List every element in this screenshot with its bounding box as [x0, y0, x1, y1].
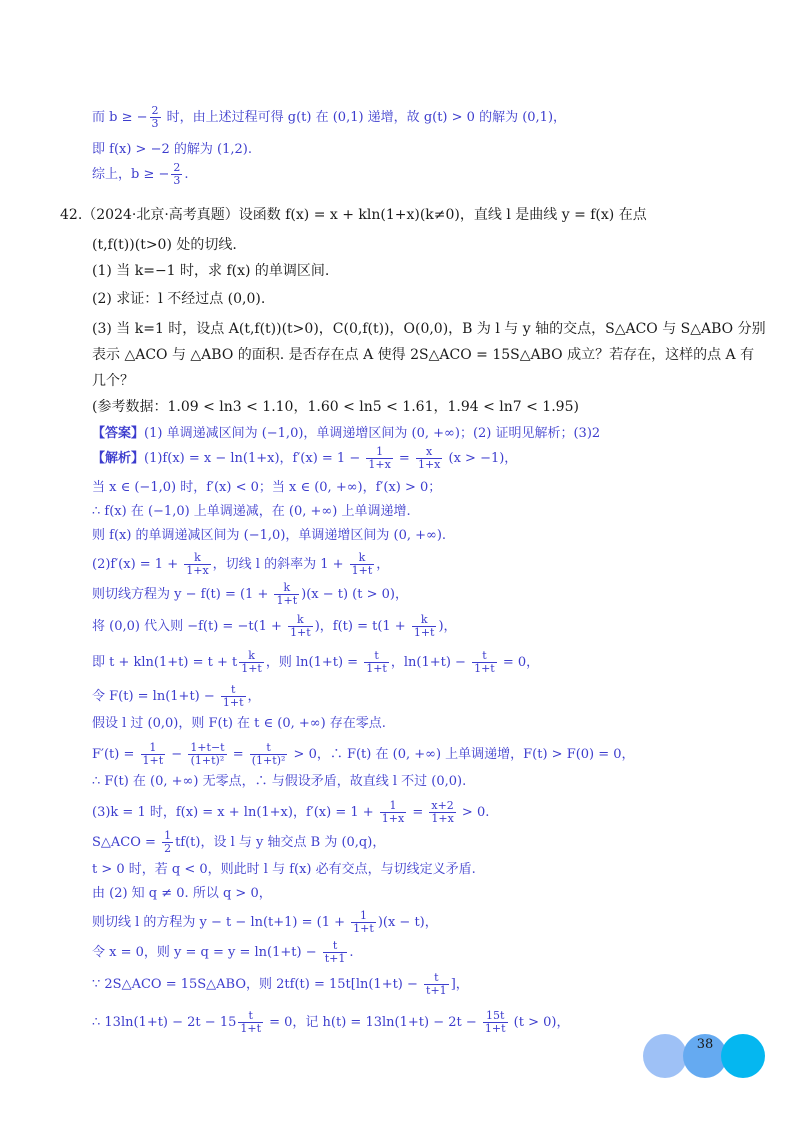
fraction [380, 800, 406, 825]
fraction-denominator: 1+x [368, 458, 391, 471]
text-run: ∴ f(x) 在 (−1,0) 上单调递减，在 (0, +∞) 上单调递增. [92, 504, 411, 519]
fraction [250, 742, 288, 767]
solution-line [92, 910, 438, 935]
text-run: 由 (2) 知 q ≠ 0. 所以 q > 0， [92, 886, 272, 901]
text-run: ，则 ln(1+t) = [265, 655, 363, 670]
solution-line [92, 684, 261, 709]
text-run: (1)f(x) = x − ln(1+x)，f′(x) = 1 − [144, 451, 365, 466]
text-run: = [228, 747, 248, 762]
solution-line [92, 422, 600, 441]
fraction [238, 1010, 263, 1035]
page-badge-right [721, 1034, 765, 1078]
fraction [150, 105, 161, 130]
question-line [60, 204, 647, 224]
text-run: ∴ 13ln(1+t) − 2t − 15 [92, 1015, 237, 1030]
solution-line [92, 500, 411, 519]
text-run: = 0， [498, 655, 540, 670]
text-run: . [184, 167, 189, 182]
fraction-denominator: 1+t [351, 564, 373, 577]
fraction-denominator: 1+x [417, 458, 441, 471]
text-run: ， [376, 557, 390, 572]
text-run: . [349, 945, 354, 960]
fraction [184, 552, 210, 577]
text-run: > 0. [457, 805, 490, 820]
solution-line [92, 1010, 569, 1035]
text-run: 42.（2024·北京·高考真题）设函数 f(x) = x + kln(1+x)(k≠0)，直线 l 是曲线 y = f(x) 在点 [60, 207, 647, 223]
fraction-denominator: 1+x [186, 564, 209, 577]
question-line [92, 318, 766, 338]
fraction-numerator: 1 [141, 742, 166, 755]
solution-line [92, 940, 354, 965]
solution-line [92, 830, 385, 855]
fraction [288, 614, 313, 639]
solution-line [92, 800, 489, 825]
fraction-denominator: t+1 [324, 952, 346, 965]
fraction-numerator: 1 [164, 829, 172, 842]
text-run: 即 t + kln(1+t) = t + t [92, 655, 238, 670]
fraction-numerator: k [350, 552, 375, 565]
text-run: (2) 求证：l 不经过点 (0,0). [92, 291, 266, 307]
text-run: 则 f(x) 的单调递减区间为 (−1,0)，单调递增区间为 (0, +∞). [92, 528, 447, 543]
text-run: ， [247, 689, 261, 704]
text-run: tf(t)，设 l 与 y 轴交点 B 为 (0,q)， [175, 835, 386, 850]
page-badge-left [643, 1034, 687, 1078]
question-line [92, 370, 134, 390]
fraction-numerator: 1 [366, 446, 392, 459]
text-run: 当 x ∈ (−1,0) 时，f′(x) < 0；当 x ∈ (0, +∞)，f′(x) > 0； [92, 480, 442, 495]
text-run: ，切线 l 的斜率为 1 + [212, 557, 348, 572]
text-run: ，ln(1+t) − [390, 655, 471, 670]
fraction-denominator: 1+t [290, 626, 311, 639]
solution-line [92, 162, 189, 187]
fraction-denominator: 1+t [353, 922, 374, 935]
fraction [412, 614, 437, 639]
fraction [221, 684, 246, 709]
solution-line [92, 858, 476, 877]
fraction [350, 552, 375, 577]
fraction-numerator: t [424, 972, 449, 985]
text-run: (参考数据：1.09 < ln3 < 1.10，1.60 < ln5 < 1.61，1.94 < ln7 < 1.95) [92, 399, 579, 415]
text-run: = [394, 451, 414, 466]
fraction-denominator: 1+t [474, 662, 495, 675]
fraction [162, 830, 173, 855]
fraction-numerator: k [274, 582, 299, 595]
text-run: ∵ 2S△ACO = 15S△ABO，则 2tf(t) = 15t[ln(1+t) − [92, 977, 423, 992]
solution-line [92, 614, 457, 639]
fraction-denominator: t+1 [426, 984, 447, 997]
fraction [239, 650, 264, 675]
fraction-numerator: t [364, 650, 389, 663]
fraction-numerator: k [239, 650, 264, 663]
fraction-numerator: 2 [173, 161, 181, 174]
text-run: 时，由上述过程可得 g(t) 在 (0,1) 递增，故 g(t) > 0 的解为 (0,1)， [162, 110, 567, 125]
solution-line [92, 446, 517, 471]
fraction-numerator: t [250, 742, 288, 755]
text-run: 表示 △ACO 与 △ABO 的面积. 是否存在点 A 使得 2S△ACO = 15S△ABO 成立？若存在，这样的点 A 有 [92, 347, 755, 363]
solution-line [92, 138, 252, 157]
fraction [323, 940, 348, 965]
section-tag: 【答案】 [92, 426, 145, 441]
text-run: (3)k = 1 时，f(x) = x + ln(1+x)，f′(x) = 1 + [92, 805, 378, 820]
text-run: − [167, 747, 187, 762]
solution-line [92, 972, 469, 997]
fraction [364, 650, 389, 675]
fraction-denominator: 1+t [142, 754, 164, 767]
fraction-denominator: 1+t [366, 662, 387, 675]
fraction-numerator: 2 [151, 104, 159, 117]
text-run: )，f(t) = t(1 + [314, 619, 410, 634]
fraction [188, 742, 226, 767]
text-run: )(x − t)， [377, 915, 438, 930]
solution-line [92, 524, 446, 543]
solution-line [92, 650, 539, 675]
fraction-numerator: x [416, 446, 442, 459]
question-line [92, 234, 237, 254]
solution-line [92, 582, 408, 607]
text-run: (1) 单调递减区间为 (−1,0)，单调递增区间为 (0, +∞)；(2) 证明见解析；(3)2 [144, 426, 601, 441]
fraction [171, 162, 182, 187]
fraction-numerator: t [472, 650, 497, 663]
question-line [92, 396, 579, 416]
text-run: 综上，b ≥ − [92, 167, 170, 182]
fraction-denominator: 1+t [413, 626, 435, 639]
text-run: F′(t) = [92, 747, 139, 762]
text-run: 假设 l 过 (0,0)，则 F(t) 在 t ∈ (0, +∞) 存在零点. [92, 716, 386, 731]
text-run: 则切线 l 的方程为 y − t − ln(t+1) = (1 + [92, 915, 350, 930]
fraction-denominator: 1+x [431, 812, 454, 825]
question-line [92, 288, 265, 308]
text-run: (1) 当 k=−1 时，求 f(x) 的单调区间. [92, 263, 330, 279]
fraction-numerator: k [184, 552, 210, 565]
section-tag: 【解析】 [92, 451, 145, 466]
text-run: (t > 0)， [509, 1015, 570, 1030]
fraction-numerator: t [323, 940, 348, 953]
text-run: t > 0 时，若 q < 0，则此时 l 与 f(x) 必有交点，与切线定义矛盾. [92, 862, 476, 877]
text-run: > 0，∴ F(t) 在 (0, +∞) 上单调递增，F(t) > F(0) = 0， [289, 747, 635, 762]
solution-line [92, 712, 386, 731]
fraction [366, 446, 392, 471]
text-run: ∴ F(t) 在 (0, +∞) 无零点，∴ 与假设矛盾，故直线 l 不过 (0,0). [92, 774, 467, 789]
fraction-numerator: 1+t−t [190, 741, 225, 754]
text-run: 则切线方程为 y − f(t) = (1 + [92, 587, 273, 602]
solution-line [92, 552, 389, 577]
fraction-denominator: 1+x [381, 812, 405, 825]
text-run: = 0，记 h(t) = 13ln(1+t) − 2t − [265, 1015, 481, 1030]
text-run: (2)f′(x) = 1 + [92, 557, 183, 572]
text-run: = [408, 805, 428, 820]
question-line [92, 344, 754, 364]
fraction-denominator: (1+t)² [190, 754, 225, 767]
fraction-numerator: t [221, 684, 246, 697]
fraction [351, 910, 376, 935]
solution-line [92, 476, 441, 495]
fraction-numerator: k [288, 614, 313, 627]
text-run: 将 (0,0) 代入则 −f(t) = −t(1 + [92, 619, 287, 634]
text-run: )(x − t) (t > 0)， [301, 587, 408, 602]
solution-line [92, 882, 272, 901]
fraction-denominator: 1+t [484, 1022, 506, 1035]
page-number: 38 [696, 1037, 714, 1052]
fraction-numerator: 15t [483, 1010, 508, 1023]
fraction [483, 1010, 508, 1035]
text-run: 几个？ [92, 373, 134, 389]
fraction [141, 742, 166, 767]
fraction [424, 972, 449, 997]
fraction-numerator: t [238, 1010, 263, 1023]
text-run: (t,f(t))(t>0) 处的切线. [92, 237, 237, 253]
fraction-denominator: 3 [173, 174, 181, 187]
text-run: 而 b ≥ − [92, 110, 148, 125]
fraction-numerator: k [412, 614, 437, 627]
text-run: 令 F(t) = ln(1+t) − [92, 689, 219, 704]
fraction-denominator: (1+t)² [251, 754, 286, 767]
text-run: 令 x = 0，则 y = q = y = ln(1+t) − [92, 945, 321, 960]
fraction-denominator: 1+t [276, 594, 298, 607]
fraction-denominator: 1+t [241, 662, 262, 675]
question-line [92, 260, 329, 280]
fraction [416, 446, 442, 471]
fraction-denominator: 1+t [240, 1022, 261, 1035]
fraction-denominator: 2 [164, 842, 172, 855]
fraction-denominator: 1+t [222, 696, 244, 709]
fraction-numerator: x+2 [431, 799, 454, 812]
text-run: (x > −1)， [444, 451, 518, 466]
fraction-numerator: 1 [351, 910, 376, 923]
fraction [472, 650, 497, 675]
solution-line [92, 770, 466, 789]
solution-line [92, 742, 635, 767]
solution-line [92, 105, 566, 130]
text-run: ]， [450, 977, 469, 992]
fraction-numerator: 1 [380, 800, 406, 813]
text-run: S△ACO = [92, 835, 161, 850]
text-run: )， [438, 619, 457, 634]
fraction [274, 582, 299, 607]
text-run: (3) 当 k=1 时，设点 A(t,f(t))(t>0)，C(0,f(t))，O(0,0)，B 为 l 与 y 轴的交点，S△ACO 与 S△ABO 分别 [92, 321, 766, 337]
fraction [429, 800, 455, 825]
fraction-denominator: 3 [151, 117, 159, 130]
text-run: 即 f(x) > −2 的解为 (1,2). [92, 142, 252, 157]
